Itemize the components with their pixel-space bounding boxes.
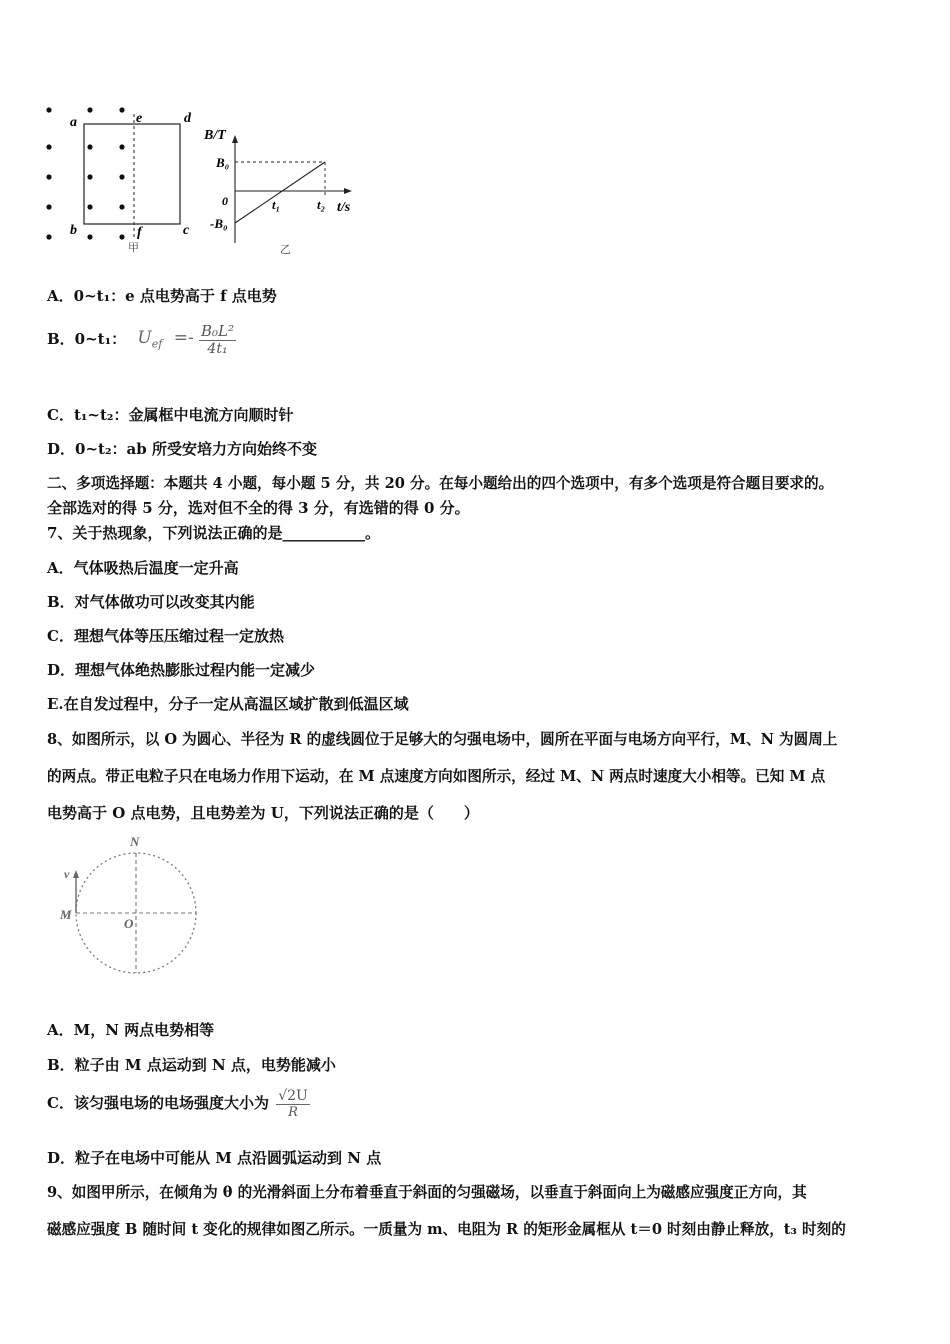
y-axis-arrow <box>232 135 238 143</box>
q6-option-b-sub: ef <box>151 337 163 351</box>
q8-stem-line3: 电势高于 O 点电势，且电势差为 U，下列说法正确的是（ ） <box>47 804 479 822</box>
q6-option-b-eq: =- <box>173 328 194 349</box>
t1-label: t₁ <box>272 197 281 212</box>
label-e: e <box>136 111 143 126</box>
q7-option-c: C．理想气体等压压缩过程一定放热 <box>47 627 284 645</box>
q8-option-c <box>47 1088 310 1120</box>
q6-option-b-denominator: 4t₁ <box>207 341 228 357</box>
metal-frame <box>84 124 180 224</box>
q9-stem-line2: 磁感应强度 B 随时间 t 变化的规律如图乙所示。一质量为 m、电阻为 R 的矩形金属框从 t＝0 时刻由静止释放，t₃ 时刻的 <box>47 1221 846 1238</box>
caption-jia: 甲 <box>128 241 139 254</box>
q8-option-c-denominator: R <box>288 1105 298 1120</box>
q6-option-b <box>47 322 236 357</box>
q7-option-d: D．理想气体绝热膨胀过程内能一定减少 <box>47 661 316 679</box>
figure-q8-circle <box>52 832 212 982</box>
origin-label: 0 <box>222 194 228 208</box>
section2-line2: 全部选对的得 5 分，选对但不全的得 3 分，有选错的得 0 分。 <box>47 499 470 517</box>
q8-option-b: B．粒子由 M 点运动到 N 点，电势能减小 <box>47 1056 336 1074</box>
field-dots <box>46 107 124 239</box>
label-a: a <box>70 115 77 130</box>
b0-label: B₀ <box>216 155 230 170</box>
neg-b0-label: -B₀ <box>210 216 228 231</box>
q6-option-a: A．0~t₁：e 点电势高于 f 点电势 <box>47 287 277 305</box>
label-c: c <box>183 223 190 238</box>
b-t-line <box>235 162 325 223</box>
velocity-arrow-head <box>73 870 79 878</box>
q8-stem-line1: 8、如图所示，以 O 为圆心、半径为 R 的虚线圆位于足够大的匀强电场中，圆所在平面与电场方向平行，M、N 为圆周上 <box>47 731 838 748</box>
q6-option-b-numerator: B₀L² <box>200 322 234 340</box>
figure-yi <box>200 125 365 260</box>
q6-option-d: D．0~t₂：ab 所受安培力方向始终不变 <box>47 440 317 458</box>
figure-jia <box>40 100 200 260</box>
q6-option-b-lhs: U <box>137 328 152 349</box>
q6-option-b-prefix: B．0~t₁： <box>47 329 127 348</box>
label-o: O <box>124 916 134 931</box>
q8-option-c-numerator: √2U <box>278 1088 308 1104</box>
q7-option-b: B．对气体做功可以改变其内能 <box>47 593 255 611</box>
q8-stem-line2: 的两点。带正电粒子只在电场力作用下运动，在 M 点速度方向如图所示，经过 M、N 两点时速度大小相等。已知 M 点 <box>47 768 826 785</box>
q6-option-c: C．t₁~t₂：金属框中电流方向顺时针 <box>47 406 294 424</box>
q7-option-e: E.在自发过程中，分子一定从高温区域扩散到低温区域 <box>47 695 409 713</box>
label-m: M <box>60 907 72 922</box>
q8-option-a: A．M，N 两点电势相等 <box>47 1021 215 1039</box>
q7-stem: 7、关于热现象，下列说法正确的是___________。 <box>47 524 380 542</box>
t2-label: t₂ <box>317 197 326 212</box>
q9-stem-line1: 9、如图甲所示，在倾角为 θ 的光滑斜面上分布着垂直于斜面的匀强磁场，以垂直于斜面向上为磁感应强度正方向，其 <box>47 1184 807 1201</box>
caption-yi: 乙 <box>280 243 291 256</box>
label-v: v <box>64 867 70 881</box>
q8-option-c-prefix: C．该匀强电场的电场强度大小为 <box>47 1094 269 1112</box>
x-axis-arrow <box>344 188 352 194</box>
section2-line1: 二、多项选择题：本题共 4 小题，每小题 5 分，共 20 分。在每小题给出的四个选项中，有多个选项是符合题目要求的。 <box>47 475 834 492</box>
label-b: b <box>70 223 77 238</box>
label-f: f <box>137 225 142 240</box>
label-n: N <box>130 834 140 849</box>
x-axis-label: t/s <box>337 200 351 215</box>
q7-option-a: A．气体吸热后温度一定升高 <box>47 559 239 577</box>
y-axis-label: B/T <box>204 128 226 143</box>
q8-option-d: D．粒子在电场中可能从 M 点沿圆弧运动到 N 点 <box>47 1149 382 1167</box>
label-d: d <box>184 111 191 126</box>
